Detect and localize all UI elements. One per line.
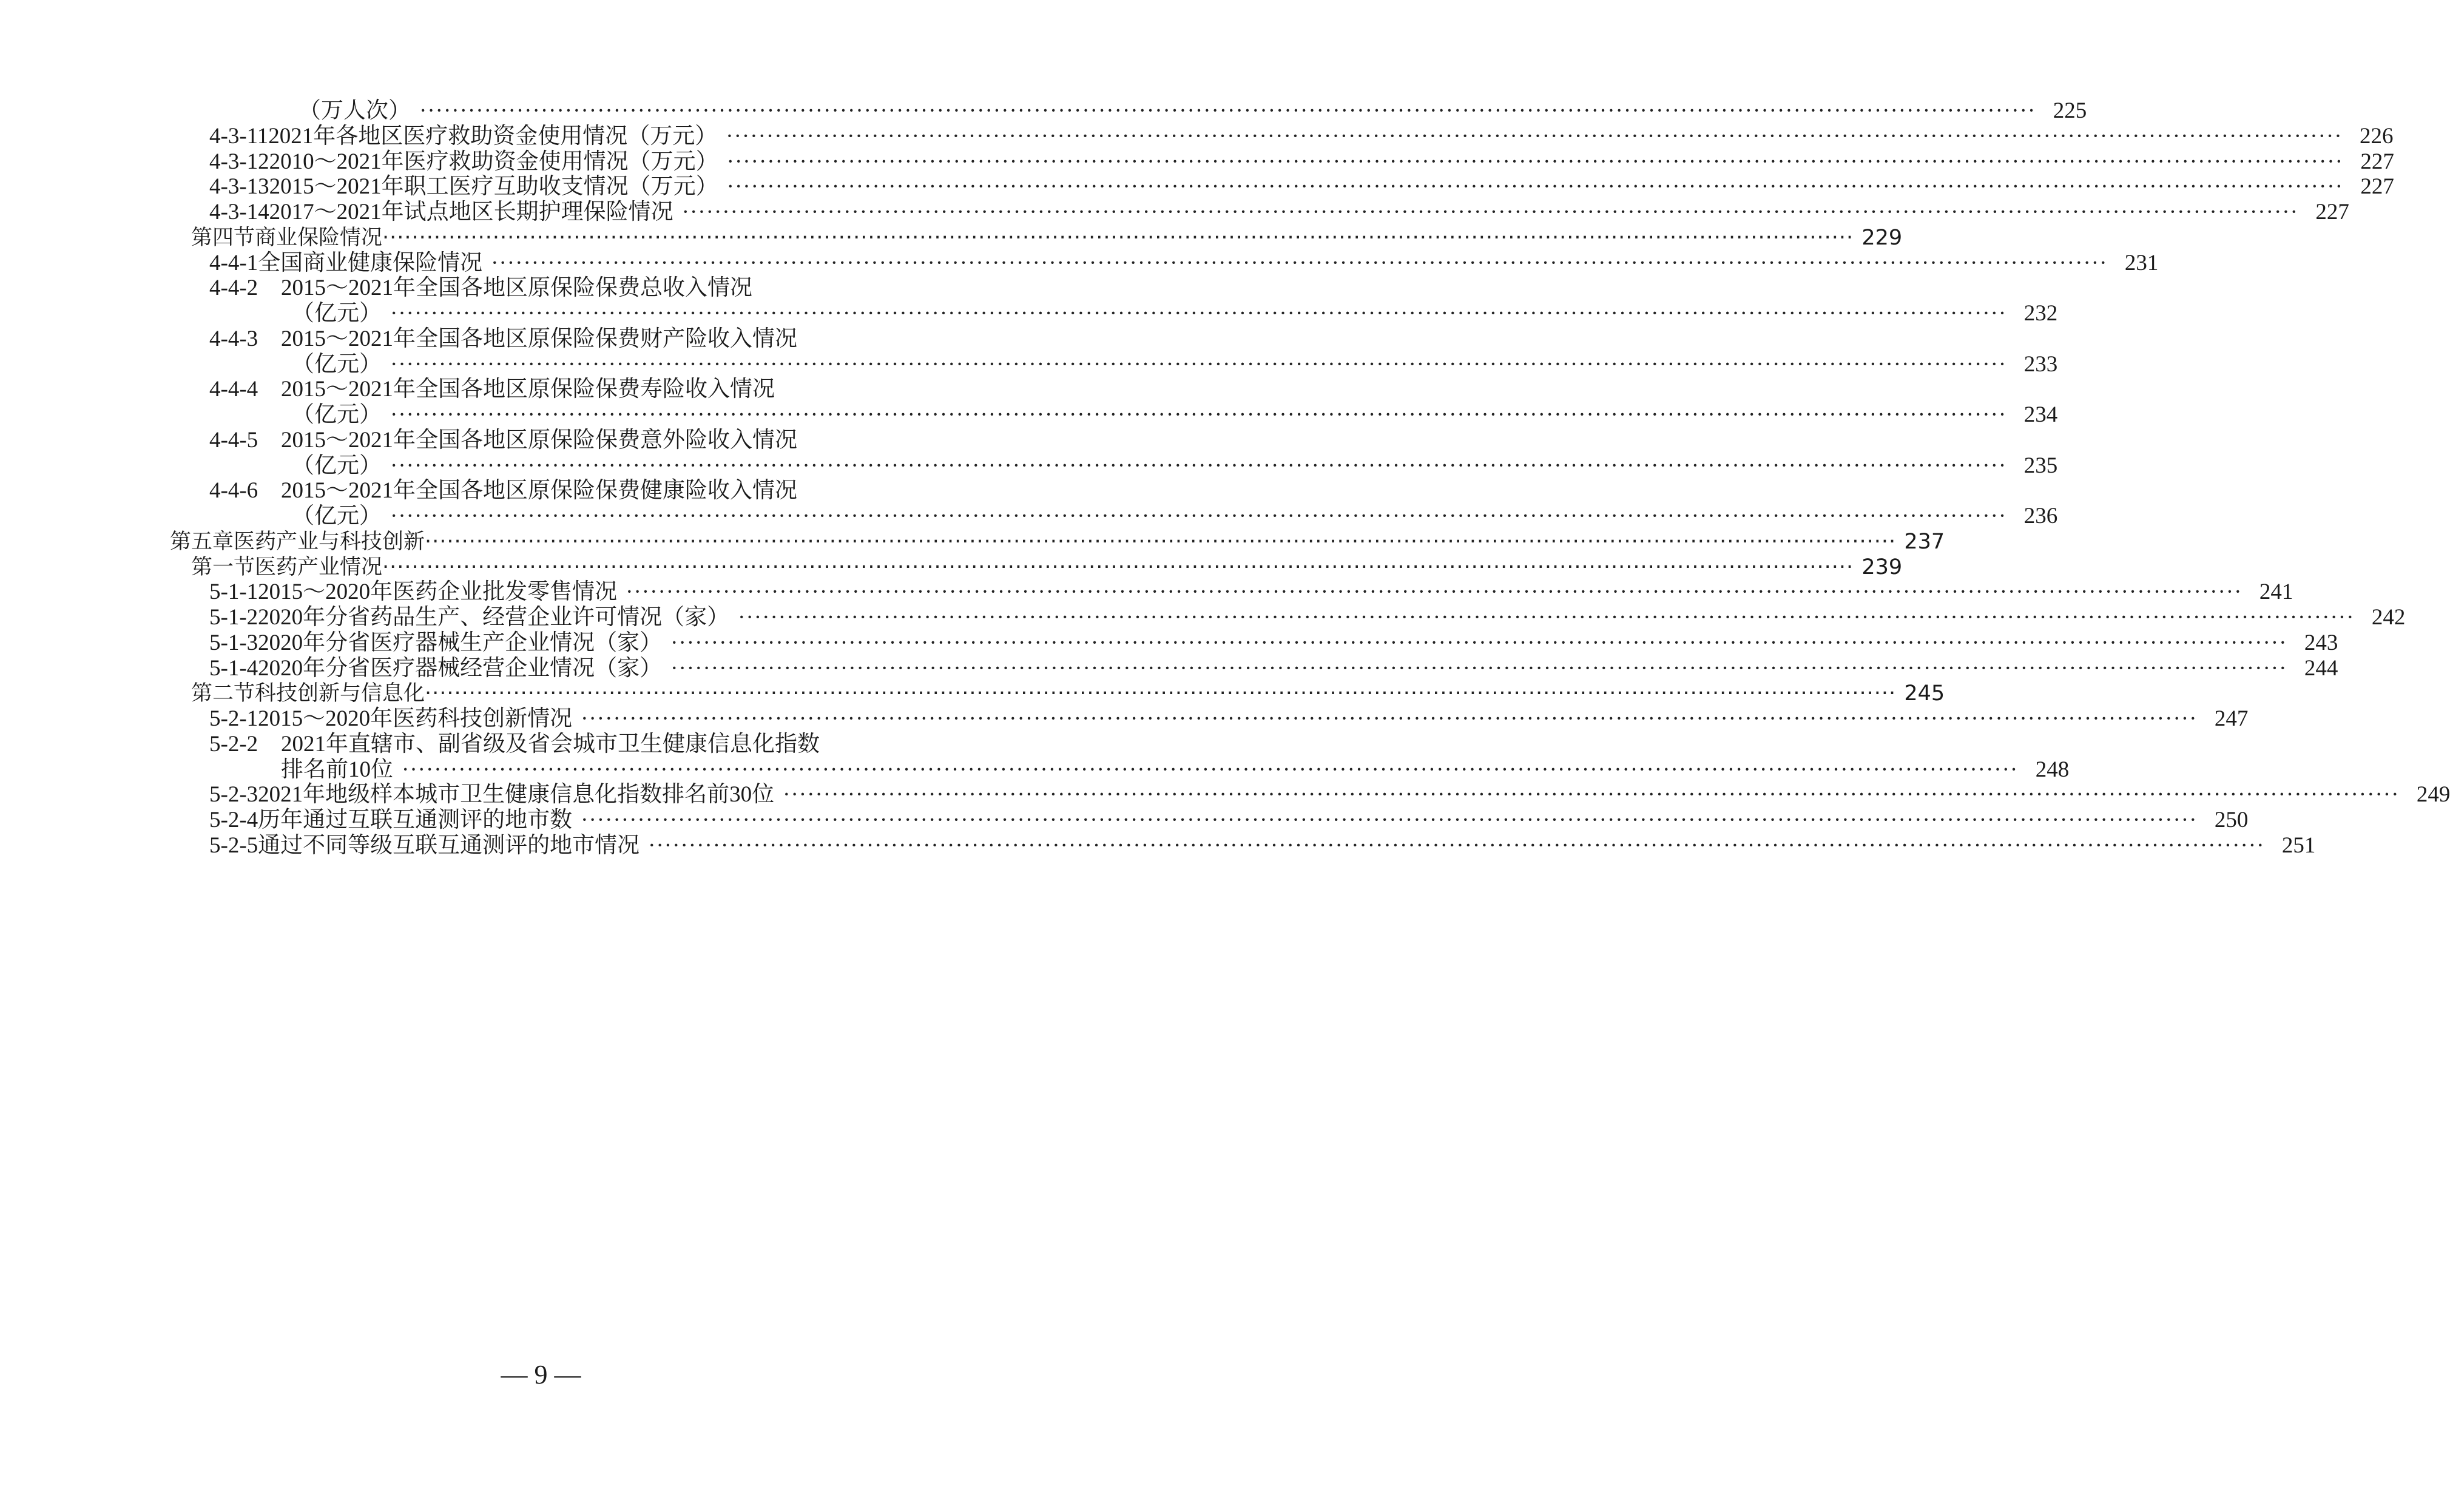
toc-page-number: 245 bbox=[1904, 681, 1945, 706]
toc-entry-number: 第二节 bbox=[191, 681, 255, 706]
toc-page-number: 250 bbox=[2214, 808, 2249, 832]
toc-page-number: 248 bbox=[2035, 757, 2070, 782]
toc-entry-number: 4-4-1 bbox=[209, 250, 258, 275]
toc-entry-number: 4-4-5 bbox=[209, 427, 258, 453]
dot-leader: ········································································································································································································ bbox=[670, 655, 2287, 681]
toc-page-number: 247 bbox=[2214, 706, 2249, 731]
toc-page-number: 243 bbox=[2304, 630, 2338, 655]
toc-entry-number: 5-2-1 bbox=[209, 706, 258, 731]
dot-leader: ········································································································································································································ bbox=[402, 757, 2019, 782]
toc-page-number: 227 bbox=[2315, 200, 2349, 224]
toc-entry-number: 4-3-13 bbox=[209, 174, 269, 200]
dot-leader: ········································································································································································································ bbox=[581, 808, 2198, 832]
toc-entry-number: 4-4-2 bbox=[209, 275, 258, 301]
toc-entry-number: 5-2-2 bbox=[209, 731, 258, 757]
toc-entry-number: 4-4-6 bbox=[209, 478, 258, 504]
toc-page-number: 239 bbox=[1861, 555, 1903, 579]
toc-entry-title: 2010～2021年医疗救助资金使用情况（万元） bbox=[269, 149, 718, 174]
toc-entry-number: 第五章 bbox=[170, 529, 234, 554]
dot-leader: ········································································································································································································ bbox=[425, 681, 1897, 706]
toc-entry-title: 2021年地级样本城市卫生健康信息化指数排名前30位 bbox=[258, 782, 775, 808]
dot-leader: ········································································································································································································ bbox=[670, 630, 2287, 655]
toc-entry-title: （亿元） bbox=[292, 453, 382, 478]
toc-page-number: 236 bbox=[2023, 504, 2058, 528]
dot-leader: ········································································································································································································ bbox=[626, 579, 2242, 605]
toc-entry-number: 第四节 bbox=[191, 225, 255, 250]
toc-entry-title: （亿元） bbox=[292, 402, 382, 427]
toc-entry-title: 通过不同等级互联互通测评的地市情况 bbox=[258, 832, 640, 858]
toc-entry-title: 2015～2021年全国各地区原保险保费财产险收入情况 bbox=[281, 326, 797, 351]
toc-page-number: 227 bbox=[2360, 149, 2394, 174]
toc-entry-title: 医药产业情况 bbox=[255, 555, 383, 579]
dot-leader: ········································································································································································································ bbox=[726, 149, 2343, 174]
toc-entry-title: 2020年分省药品生产、经营企业许可情况（家） bbox=[258, 605, 730, 630]
toc-entry-number: 5-2-4 bbox=[209, 808, 258, 832]
dot-leader: ········································································································································································································ bbox=[382, 225, 1854, 250]
dot-leader: ········································································································································································································ bbox=[726, 123, 2343, 149]
toc-entry-number: 5-1-2 bbox=[209, 605, 258, 630]
toc-page-number: 233 bbox=[2023, 351, 2058, 377]
toc-entry-title: （万人次） bbox=[299, 98, 411, 123]
toc-entry-number: 4-3-11 bbox=[209, 123, 269, 149]
page-number-footer: — 9 — bbox=[501, 1360, 581, 1389]
toc-entry-title: （亿元） bbox=[292, 351, 382, 377]
toc-page-number: 241 bbox=[2259, 579, 2293, 605]
toc-entry-number: 4-3-12 bbox=[209, 149, 269, 174]
dot-leader: ········································································································································································································ bbox=[648, 832, 2265, 858]
toc-page-number: 244 bbox=[2304, 655, 2338, 681]
toc-entry-title: 医药产业与科技创新 bbox=[234, 529, 425, 554]
dot-leader: ········································································································································································································ bbox=[419, 98, 2036, 123]
toc-entry-title: 2017～2021年试点地区长期护理保险情况 bbox=[269, 200, 673, 224]
dot-leader: ········································································································································································································ bbox=[390, 351, 2007, 377]
toc-page-number: 242 bbox=[2371, 605, 2406, 630]
toc-entry-title: 2015～2021年全国各地区原保险保费寿险收入情况 bbox=[281, 377, 775, 402]
toc-page-number: 227 bbox=[2360, 174, 2394, 200]
dot-leader: ········································································································································································································ bbox=[390, 504, 2007, 528]
toc-entry-title: 排名前10位 bbox=[281, 757, 393, 782]
toc-page-number: 234 bbox=[2023, 402, 2058, 427]
dot-leader: ········································································································································································································ bbox=[783, 782, 2400, 808]
dot-leader: ········································································································································································································ bbox=[390, 402, 2007, 427]
dot-leader: ········································································································································································································ bbox=[425, 529, 1897, 554]
toc-entry-title: 全国商业健康保险情况 bbox=[258, 250, 483, 275]
toc-entry-title: （亿元） bbox=[292, 504, 382, 528]
toc-entry-title: 历年通过互联互通测评的地市数 bbox=[258, 808, 573, 832]
toc-entry-number: 5-2-5 bbox=[209, 832, 258, 858]
toc-page-number: 237 bbox=[1904, 529, 1945, 554]
toc-entry-number: 4-3-14 bbox=[209, 200, 269, 224]
toc-page-number: 229 bbox=[1861, 225, 1903, 250]
dot-leader: ········································································································································································································ bbox=[738, 605, 2355, 630]
toc-entry-title: 商业保险情况 bbox=[255, 225, 383, 250]
toc-entry-title: 2015～2020年医药企业批发零售情况 bbox=[258, 579, 618, 605]
toc-entry-number: 5-1-1 bbox=[209, 579, 258, 605]
toc-entry-title: 2015～2020年医药科技创新情况 bbox=[258, 706, 573, 731]
toc-entry-title: 科技创新与信息化 bbox=[255, 681, 425, 706]
toc-entry-title: 2020年分省医疗器械经营企业情况（家） bbox=[258, 655, 663, 681]
toc-entry-title: 2015～2021年全国各地区原保险保费健康险收入情况 bbox=[281, 478, 797, 504]
toc-page-number: 235 bbox=[2023, 453, 2058, 478]
dot-leader: ········································································································································································································ bbox=[390, 301, 2007, 326]
dot-leader: ········································································································································································································ bbox=[681, 200, 2298, 224]
toc-page-number: 251 bbox=[2281, 832, 2316, 858]
toc-entry-title: 2015～2021年职工医疗互助收支情况（万元） bbox=[269, 174, 718, 200]
toc-page-number: 249 bbox=[2416, 782, 2450, 808]
toc-entry-title: 2021年各地区医疗救助资金使用情况（万元） bbox=[268, 123, 718, 149]
toc-page-number: 225 bbox=[2053, 98, 2087, 123]
toc-entry-title: （亿元） bbox=[292, 301, 382, 326]
toc-entry-title: 2015～2021年全国各地区原保险保费意外险收入情况 bbox=[281, 427, 797, 453]
dot-leader: ········································································································································································································ bbox=[726, 174, 2343, 200]
dot-leader: ········································································································································································································ bbox=[390, 453, 2007, 478]
dot-leader: ········································································································································································································ bbox=[491, 250, 2108, 275]
toc-entry-title: 2021年直辖市、副省级及省会城市卫生健康信息化指数 bbox=[281, 731, 820, 757]
toc-entry-title: 2020年分省医疗器械生产企业情况（家） bbox=[258, 630, 663, 655]
toc-page-number: 231 bbox=[2124, 250, 2159, 275]
dot-leader: ········································································································································································································ bbox=[581, 706, 2198, 731]
dot-leader: ········································································································································································································ bbox=[382, 555, 1854, 579]
toc-entry-title: 2015～2021年全国各地区原保险保费总收入情况 bbox=[281, 275, 752, 301]
toc-entry-number: 5-1-4 bbox=[209, 655, 258, 681]
toc-entry-row[interactable] bbox=[209, 829, 2316, 863]
toc-page-number: 226 bbox=[2360, 123, 2394, 149]
toc-entry-number: 第一节 bbox=[191, 555, 255, 579]
toc-entry-number: 4-4-4 bbox=[209, 377, 258, 402]
toc-entry-number: 5-1-3 bbox=[209, 630, 258, 655]
toc-page-number: 232 bbox=[2023, 301, 2058, 326]
toc-entry-number: 4-4-3 bbox=[209, 326, 258, 351]
toc-entry-number: 5-2-3 bbox=[209, 782, 258, 808]
